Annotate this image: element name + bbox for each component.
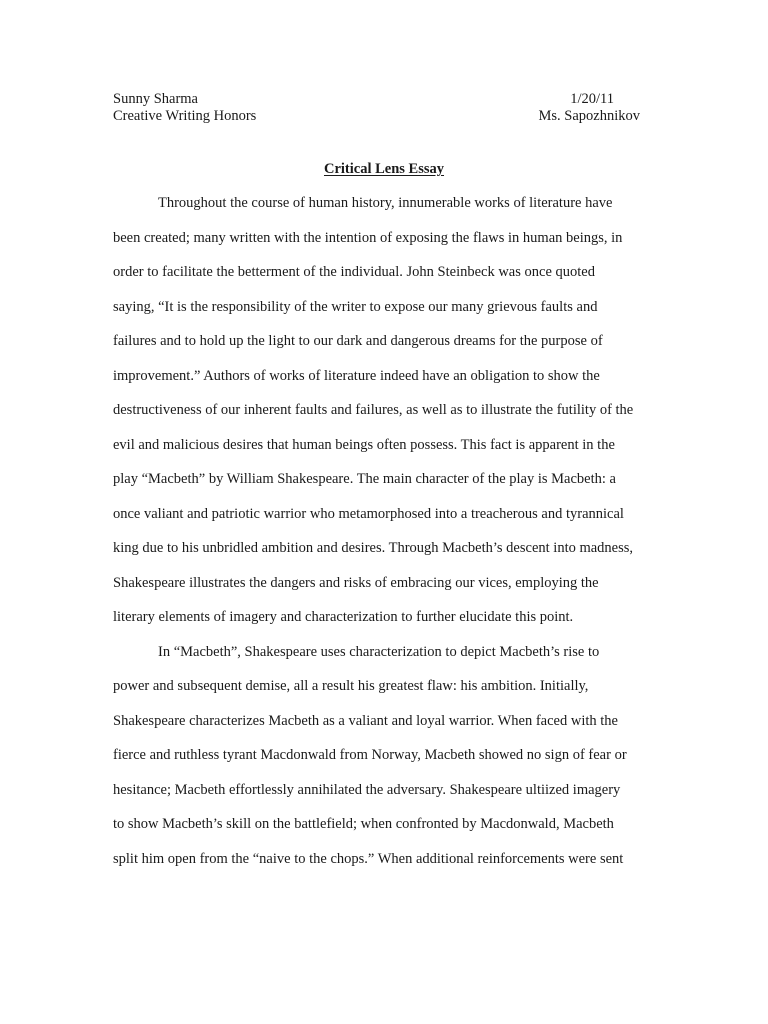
- paragraph-1-line: play “Macbeth” by William Shakespeare. The main character of the play is Macbeth: a: [113, 471, 616, 487]
- paragraph-1-line: improvement.” Authors of works of literature indeed have an obligation to show the: [113, 367, 600, 384]
- paragraph-1-line: saying, “It is the responsibility of the writer to expose our many grievous faults and: [113, 298, 598, 315]
- header-row-2: [113, 108, 640, 125]
- paragraph-1-line: order to facilitate the betterment of the individual. John Steinbeck was once quoted: [113, 264, 595, 280]
- paragraph-1-line: failures and to hold up the light to our dark and dangerous dreams for the purpose of: [113, 333, 603, 349]
- essay-date: 1/20/11: [570, 91, 614, 107]
- paragraph-1-line: evil and malicious desires that human beings often possess. This fact is apparent in the: [113, 436, 615, 453]
- paragraph-2-line: In “Macbeth”, Shakespeare uses characterization to depict Macbeth’s rise to: [158, 643, 600, 660]
- paragraph-1-line: destructiveness of our inherent faults and failures, as well as to illustrate the futility of the: [113, 402, 634, 418]
- paragraph-1-line: been created; many written with the intention of exposing the flaws in human beings, in: [113, 229, 623, 246]
- paragraph-1-line: Throughout the course of human history, innumerable works of literature have: [158, 195, 613, 211]
- paragraph-2-line: split him open from the “naive to the chops.” When additional reinforcements were sent: [113, 850, 624, 867]
- paragraph-1-line: king due to his unbridled ambition and desires. Through Macbeth’s descent into madness,: [113, 540, 634, 556]
- paragraph-1-line: once valiant and patriotic warrior who metamorphosed into a treacherous and tyrannical: [113, 505, 624, 522]
- header-row-1: [113, 91, 640, 108]
- essay-title-row: [0, 159, 768, 179]
- paragraph-2-line: fierce and ruthless tyrant Macdonwald from Norway, Macbeth showed no sign of fear or: [113, 747, 627, 763]
- paragraph-1-line: Shakespeare illustrates the dangers and risks of embracing our vices, employing the: [113, 574, 599, 591]
- paragraph-2-line: hesitance; Macbeth effortlessly annihilated the adversary. Shakespeare ultiized imagery: [113, 781, 621, 798]
- paragraph-1-line: literary elements of imagery and characterization to further elucidate this point.: [113, 609, 574, 625]
- course-name: Creative Writing Honors: [113, 108, 257, 124]
- paragraph-2-line: Shakespeare characterizes Macbeth as a valiant and loyal warrior. When faced with the: [113, 712, 618, 729]
- paragraph-2-line: power and subsequent demise, all a result his greatest flaw: his ambition. Initially,: [113, 678, 589, 694]
- teacher-name: Ms. Sapozhnikov: [538, 108, 640, 124]
- author-name: Sunny Sharma: [113, 91, 198, 107]
- paragraph-2-line: to show Macbeth’s skill on the battlefield; when confronted by Macdonwald, Macbeth: [113, 816, 614, 832]
- essay-title: Critical Lens Essay: [323, 161, 445, 177]
